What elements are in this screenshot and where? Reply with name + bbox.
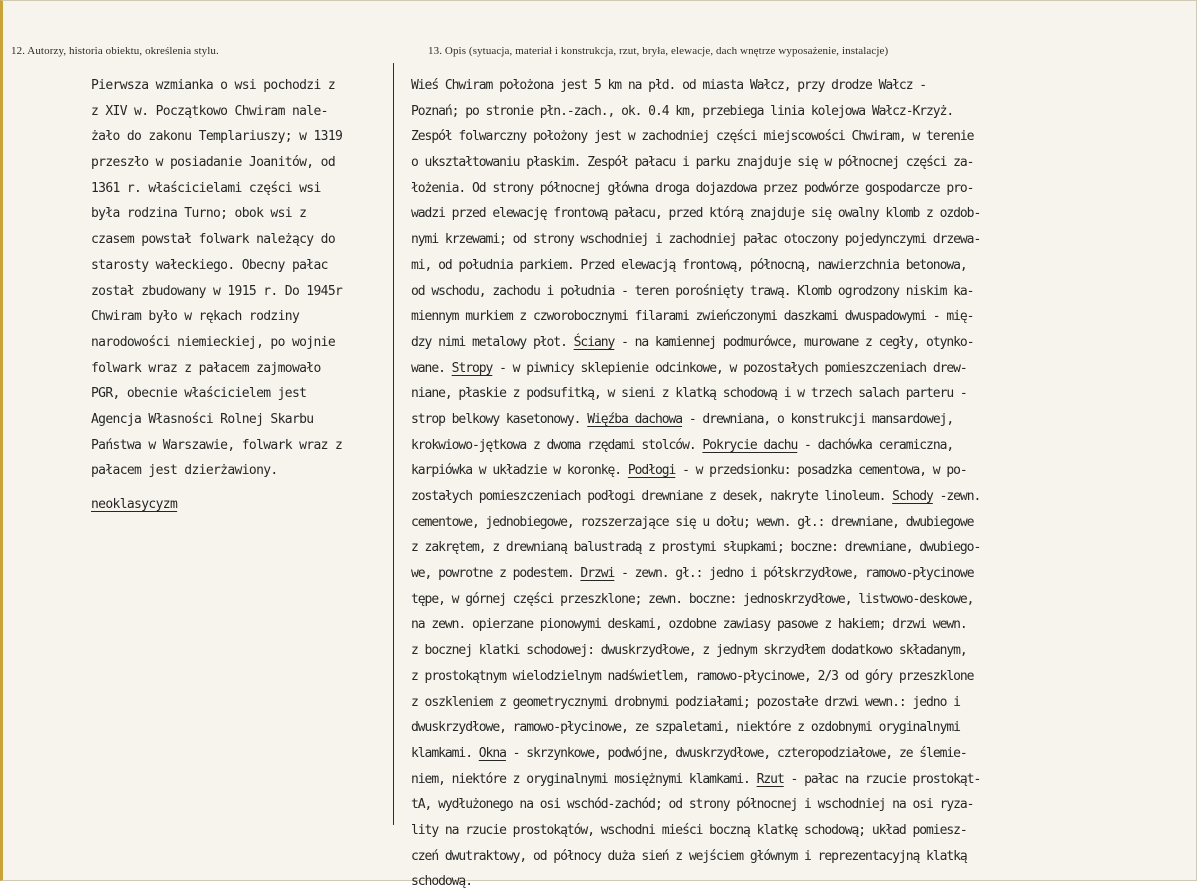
description-line	[411, 869, 980, 895]
description-line	[411, 381, 980, 407]
description-text-segment: miennym murkiem z czworobocznymi filarami zwieńczonymi daszkami dwuspadowymi - mię-	[411, 309, 974, 325]
description-text-segment: tA, wydłużonego na osi wschód-zachód; od strony północnej i wschodniej na osi ryza-	[411, 797, 974, 813]
history-line: pałacem jest dzierżawiony.	[91, 463, 278, 479]
section-keyword: Drzwi	[580, 566, 615, 582]
description-text-segment: - dachówka ceramiczna,	[797, 437, 954, 453]
description-line	[411, 741, 980, 767]
description-line	[411, 433, 980, 459]
description-text-segment: o ukształtowaniu płaskim. Zespół pałacu i parku znajduje się w północnej części za-	[411, 155, 974, 171]
description-text-segment: klamkami.	[411, 745, 479, 761]
description-text-segment: Zespół folwarczny położony jest w zachodniej części miejscowości Chwiram, w terenie	[411, 129, 974, 145]
description-text-segment: czeń dwutraktowy, od północy duża sień z wejściem głównym i reprezentacyjną klatką	[411, 848, 967, 864]
description-line	[411, 484, 980, 510]
description-line	[411, 201, 980, 227]
history-line: Pierwsza wzmianka o wsi pochodzi z	[91, 78, 336, 93]
description-text-segment: -zewn.	[932, 489, 981, 504]
description-text-segment: mi, od południa parkiem. Przed elewacją frontową, północną, nawierzchnia betonowa,	[411, 257, 967, 273]
description-text-segment: tępe, w górnej części przeszklone; zewn. boczne: jednoskrzydłowe, listwowo-deskowe,	[411, 591, 974, 607]
description-line	[411, 510, 980, 536]
description-line	[411, 767, 980, 793]
description-text-segment: - drewniana, o konstrukcji mansardowej,	[682, 411, 954, 427]
history-line: 1361 r. właścicielami części wsi	[91, 180, 321, 196]
description-line	[411, 150, 980, 176]
description-line	[411, 458, 980, 484]
description-text-segment: dwuskrzydłowe, ramowo-płycinowe, ze szpaletami, niektóre z ozdobnymi oryginalnymi	[411, 720, 960, 736]
description-text-segment: - skrzynkowe, podwójne, dwuskrzydłowe, czteropodziałowe, ze ślemie-	[505, 745, 967, 761]
description-line	[411, 176, 980, 202]
description-line	[411, 99, 980, 125]
description-line	[411, 253, 980, 279]
description-text-segment: krokwiowo-jętkowa z dwoma rzędami stolców.	[411, 437, 703, 453]
description-line	[411, 715, 980, 741]
description-text	[411, 73, 980, 895]
section-12-header: 12. Autorzy, historia obiektu, określenia stylu.	[11, 45, 219, 57]
description-line	[411, 690, 980, 716]
description-line	[411, 612, 980, 638]
description-text-segment: niane, płaskie z podsufitką, w sieni z klatką schodową i w trzech salach parteru -	[411, 386, 967, 402]
section-13-header: 13. Opis (sytuacja, materiał i konstrukcja, rzut, bryła, elewacje, dach wnętrze wyposażenie, instalacje)	[428, 45, 889, 57]
section-keyword: Okna	[478, 745, 506, 761]
style-label: neoklasycyzm	[91, 497, 178, 512]
description-text-segment: zostałych pomieszczeniach podłogi drewniane z desek, nakryte linoleum.	[411, 489, 893, 504]
section-keyword: Pokrycie dachu	[702, 437, 798, 453]
description-text-segment: we, powrotne z podestem.	[411, 566, 581, 582]
description-text-segment: wadzi przed elewację frontową pałacu, przed którą znajduje się owalny klomb z ozdob-	[411, 206, 981, 222]
history-text	[91, 73, 342, 484]
history-line: został zbudowany w 1915 r. Do 1945r	[91, 283, 343, 299]
description-text-segment: lity na rzucie prostokątów, wschodni mieści boczną klatkę schodową; układ pomiesz-	[411, 822, 967, 838]
description-text-segment: - na kamiennej podmurówce, murowane z cegły, otynko-	[614, 334, 974, 350]
description-text-segment: cementowe, jednobiegowe, rozszerzające się u dołu; wewn. gł.: drewniane, dwubiegowe	[411, 514, 974, 530]
description-text-segment: - zewn. gł.: jedno i półskrzydłowe, ramowo-płycinowe	[614, 566, 974, 582]
description-line	[411, 535, 980, 561]
description-text-segment: na zewn. opierzane pionowymi deskami, ozdobne zawiasy pasowe z hakiem; drzwi wewn.	[411, 617, 967, 633]
description-text-segment: - w piwnicy sklepienie odcinkowe, w pozostałych pomieszczeniach drew-	[492, 360, 967, 376]
description-text-segment: z oszkleniem z geometrycznymi drobnymi podziałami; pozostałe drzwi wewn.: jedno i	[411, 694, 960, 710]
history-line: przeszło w posiadanie Joanitów, od	[91, 155, 336, 171]
description-line	[411, 330, 980, 356]
description-text-segment: schodową.	[411, 874, 472, 890]
description-text-segment: dzy nimi metalowy płot.	[411, 334, 574, 350]
section-keyword: Więźba dachowa	[587, 411, 683, 427]
description-line	[411, 818, 980, 844]
description-text-segment: łożenia. Od strony północnej główna droga dojazdowa przez podwórze gospodarcze pro-	[411, 180, 974, 196]
history-line: z XIV w. Początkowo Chwiram nale-	[91, 103, 328, 119]
description-text-segment: - w przedsionku: posadzka cementowa, w po-	[675, 463, 967, 479]
history-line: folwark wraz z pałacem zajmowało	[91, 360, 321, 376]
description-text-segment: wane.	[411, 360, 452, 376]
description-text-segment: z prostokątnym wielodzielnym nadświetlem, ramowo-płycinowe, 2/3 od góry przeszklone	[411, 668, 974, 684]
section-keyword: Podłogi	[627, 463, 676, 479]
description-text-segment: z bocznej klatki schodowej: dwuskrzydłowe, z jednym skrzydłem dodatkowo składanym,	[411, 643, 967, 659]
history-line: Agencja Własności Rolnej Skarbu	[91, 411, 314, 427]
history-line: była rodzina Turno; obok wsi z	[91, 206, 307, 222]
history-line: Chwiram było w rękach rodziny	[91, 309, 300, 325]
description-line	[411, 844, 980, 870]
section-keyword: Stropy	[451, 360, 493, 376]
description-text-segment: - pałac na rzucie prostokąt-	[783, 771, 981, 787]
description-text-segment: karpiówka w układzie w koronkę.	[411, 463, 628, 479]
description-line	[411, 587, 980, 613]
description-line	[411, 73, 980, 99]
description-text-segment: od wschodu, zachodu i południa - teren porośnięty trawą. Klomb ogrodzony niskim ka-	[411, 283, 974, 299]
section-keyword: Ściany	[573, 334, 615, 350]
description-text-segment: Poznań; po stronie płn.-zach., ok. 0.4 km, przebiega linia kolejowa Wałcz-Krzyż.	[411, 103, 954, 119]
description-text-segment: Wieś Chwiram położona jest 5 km na płd. od miasta Wałcz, przy drodze Wałcz -	[411, 78, 927, 93]
column-divider	[393, 63, 394, 825]
description-line	[411, 792, 980, 818]
description-line	[411, 638, 980, 664]
section-keyword: Schody	[892, 489, 933, 504]
history-line: narodowości niemieckiej, po wojnie	[91, 334, 336, 350]
description-line	[411, 124, 980, 150]
history-line: starosty wałeckiego. Obecny pałac	[91, 257, 328, 273]
description-text-segment: nymi krzewami; od strony wschodniej i zachodniej pałac otoczony pojedynczymi drzewa-	[411, 232, 981, 248]
history-line: żało do zakonu Templariuszy; w 1319	[91, 129, 343, 145]
description-line	[411, 407, 980, 433]
history-line: PGR, obecnie właścicielem jest	[91, 386, 307, 402]
description-line	[411, 279, 980, 305]
history-line: Państwa w Warszawie, folwark wraz z	[91, 437, 343, 453]
description-text-segment: z zakrętem, z drewnianą balustradą z prostymi słupkami; boczne: drewniane, dwubiego-	[411, 540, 981, 556]
description-line	[411, 356, 980, 382]
history-line: czasem powstał folwark należący do	[91, 232, 336, 248]
description-line	[411, 304, 980, 330]
description-text-segment: niem, niektóre z oryginalnymi mosiężnymi klamkami.	[411, 771, 757, 787]
section-keyword: Rzut	[756, 771, 784, 787]
description-text-segment: strop belkowy kasetonowy.	[411, 411, 588, 427]
description-line	[411, 227, 980, 253]
description-line	[411, 664, 980, 690]
description-line	[411, 561, 980, 587]
